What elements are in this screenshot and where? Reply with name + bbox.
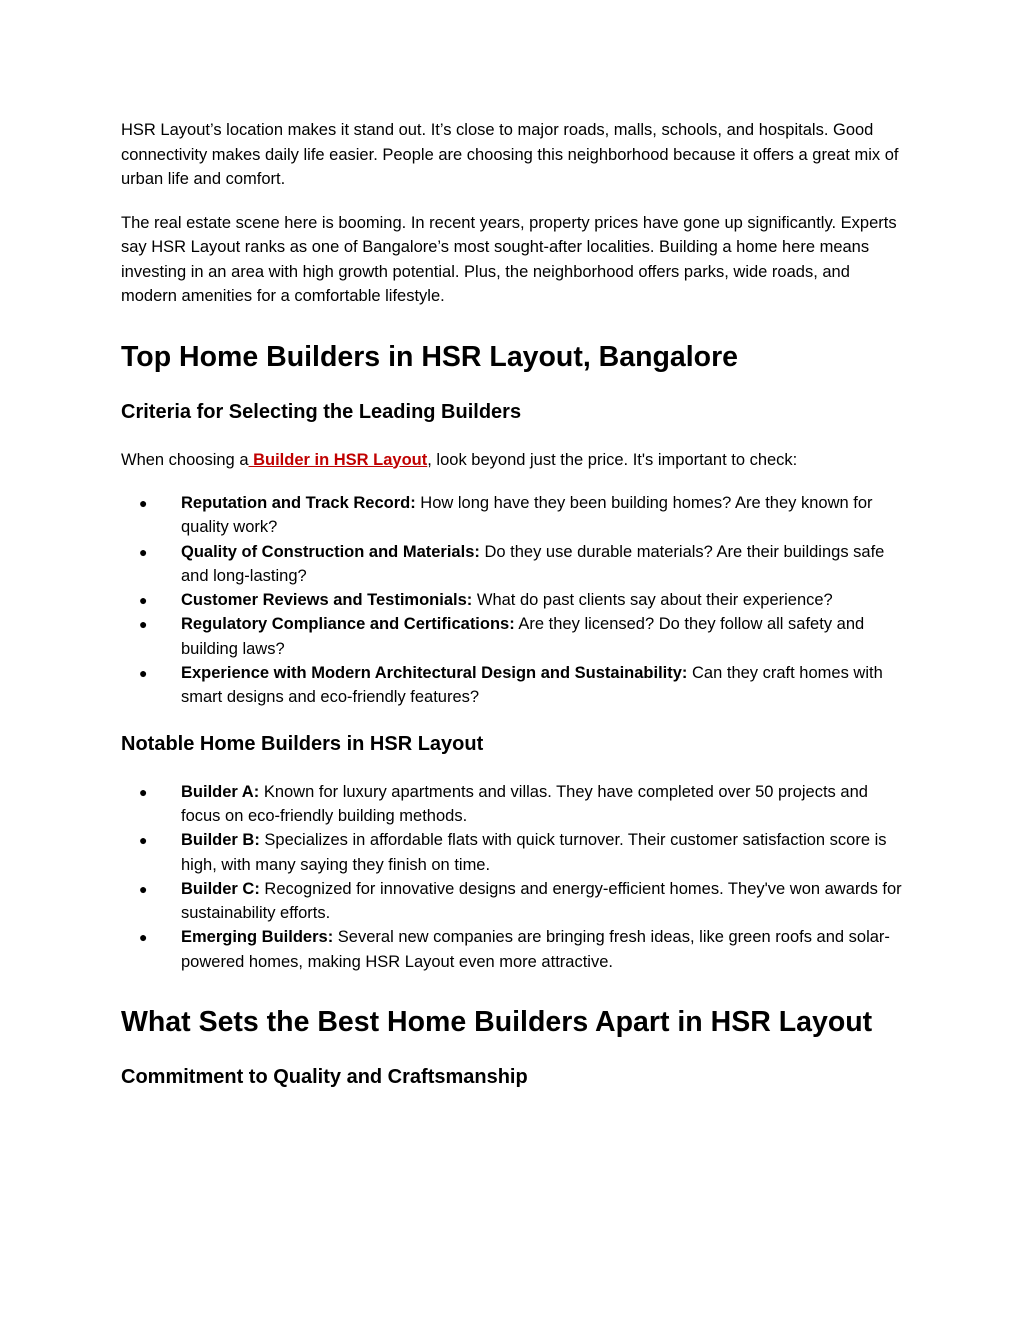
list-item-text: Recognized for innovative designs and energy-efficient homes. They've won awards for sustainability efforts. — [181, 879, 902, 923]
list-item-text: Do they use durable materials? Are their buildings safe and long-lasting? — [181, 542, 885, 585]
bullet-icon: ● — [139, 783, 148, 800]
criteria-lead-paragraph — [121, 448, 904, 473]
subheading-notable-builders: Notable Home Builders in HSR Layout — [121, 732, 484, 755]
list-item — [121, 925, 904, 974]
list-item — [121, 828, 904, 877]
list-item-term: Builder C: — [181, 879, 260, 898]
bullet-icon: ● — [139, 616, 148, 633]
list-item — [121, 661, 904, 710]
list-item — [121, 780, 904, 829]
list-item-text: How long have they been building homes? Are they known for quality work? — [181, 494, 873, 537]
list-item-term: Quality of Construction and Materials: — [181, 542, 480, 561]
criteria-lead-before: When choosing a — [121, 450, 249, 469]
list-item — [121, 540, 904, 589]
bullet-icon: ● — [139, 495, 148, 511]
list-item-term: Builder A: — [181, 782, 260, 801]
criteria-lead-after: , look beyond just the price. It's important to check: — [427, 450, 798, 469]
subheading-quality-craftsmanship: Commitment to Quality and Craftsmanship — [121, 1066, 528, 1089]
list-item-term: Reputation and Track Record: — [181, 494, 416, 512]
list-item-text: Can they craft homes with smart designs and eco-friendly features? — [181, 664, 883, 707]
criteria-list — [121, 491, 904, 710]
list-item — [121, 612, 904, 661]
bullet-icon: ● — [139, 543, 148, 560]
list-item-text: Are they licensed? Do they follow all safety and building laws? — [181, 615, 865, 658]
list-item-text: Several new companies are bringing fresh ideas, like green roofs and solar-powered homes, making HSR Layout even more attractive. — [181, 928, 890, 971]
section-heading-top-builders: Top Home Builders in HSR Layout, Bangalore — [121, 340, 739, 373]
list-item-term: Experience with Modern Architectural Design and Sustainability: — [181, 664, 688, 683]
list-item-term: Emerging Builders: — [181, 928, 334, 947]
builder-in-hsr-layout-link[interactable]: Builder in HSR Layout — [248, 450, 428, 469]
list-item — [121, 877, 904, 926]
intro-paragraph-2: The real estate scene here is booming. In recent years, property prices have gone up significantly. Experts say HSR Layout ranks as one of Bangalore’s most sought-after localities. Building a home here means investing in an area with high growth potential. Plus, the neighborhood offers parks, wide roads, and modern amenities for a comfortable lifestyle. — [121, 213, 897, 305]
list-item-term: Builder B: — [181, 831, 260, 850]
list-item-text: What do past clients say about their experience? — [472, 591, 833, 610]
bullet-icon: ● — [139, 832, 148, 849]
notable-builders-list — [121, 780, 904, 974]
bullet-icon: ● — [139, 880, 148, 897]
list-item-text: Known for luxury apartments and villas. They have completed over 50 projects and focus on eco-friendly building methods. — [181, 782, 868, 825]
list-item-term: Customer Reviews and Testimonials: — [181, 591, 473, 610]
intro-paragraph-1: HSR Layout’s location makes it stand out. It’s close to major roads, malls, schools, and hospitals. Good connectivity makes daily life easier. People are choosing this neighborhood because it offers a great mix of urban life and comfort. — [121, 121, 899, 188]
list-item-text: Specializes in affordable flats with quick turnover. Their customer satisfaction score is high, with many saying they finish on time. — [181, 831, 887, 874]
bullet-icon: ● — [139, 929, 148, 946]
subheading-criteria: Criteria for Selecting the Leading Builders — [121, 400, 522, 423]
bullet-icon: ● — [139, 665, 148, 682]
bullet-icon: ● — [139, 592, 148, 609]
list-item — [121, 588, 904, 612]
section-heading-what-sets-apart: What Sets the Best Home Builders Apart in HSR Layout — [121, 1006, 873, 1039]
list-item — [121, 491, 904, 540]
list-item-term: Regulatory Compliance and Certifications: — [181, 615, 515, 634]
